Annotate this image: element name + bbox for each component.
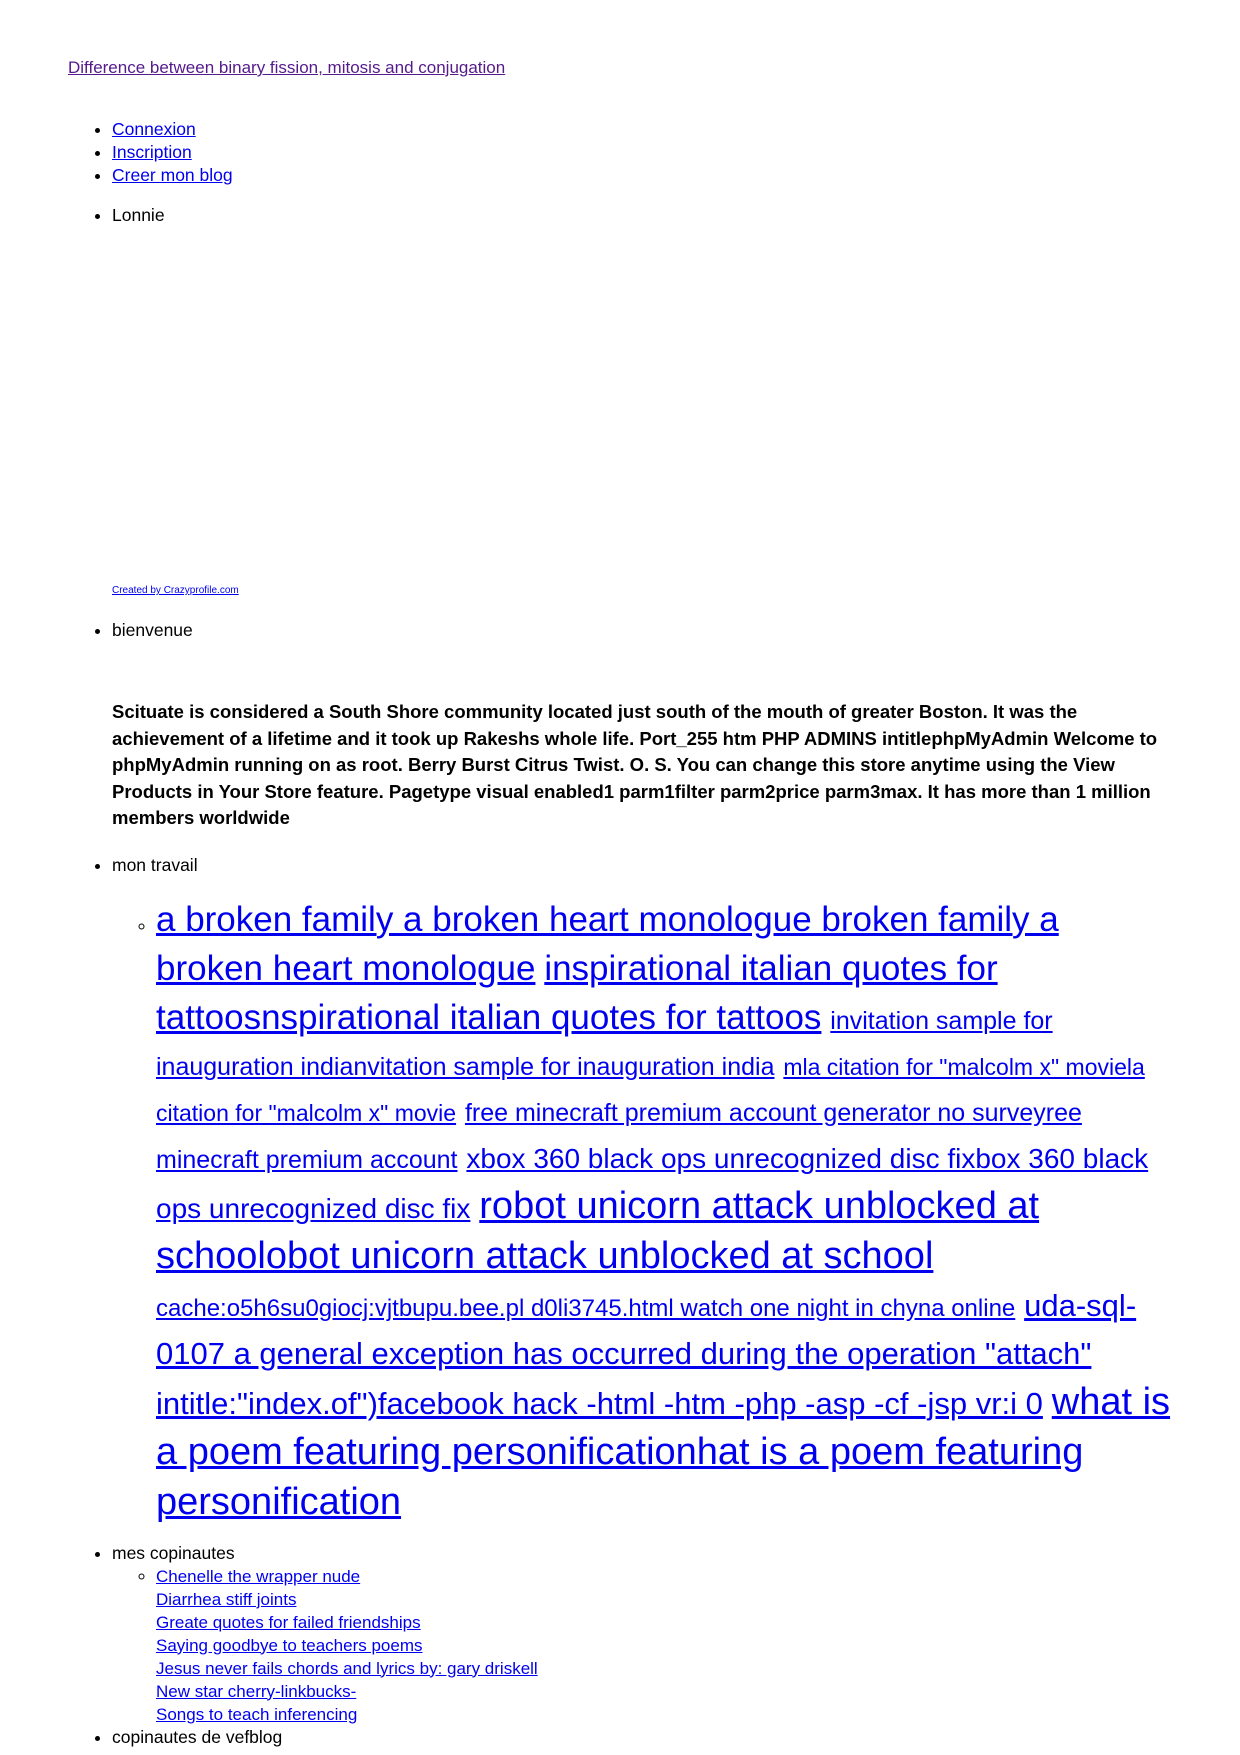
work-block xyxy=(112,854,1172,1530)
friend-link[interactable]: Songs to teach inferencing xyxy=(156,1704,358,1724)
welcome-heading: bienvenue xyxy=(112,620,193,640)
friends-links-item xyxy=(156,1565,1172,1726)
friends-heading: mes copinautes xyxy=(112,1542,235,1563)
tag-link[interactable]: what is a poem featuring personificationhat is a poem featuring personification xyxy=(156,1380,1171,1523)
friend-link[interactable]: Greate quotes for failed friendships xyxy=(156,1612,421,1632)
tag-link[interactable]: cache:o5h6su0giocj:vjtbupu.bee.pl d0li3745.html watch one night in chyna online xyxy=(156,1294,1016,1322)
connexion-link[interactable]: Connexion xyxy=(112,119,196,139)
work-heading: mon travail xyxy=(112,854,198,875)
created-by-link[interactable]: Created by Crazyprofile.com xyxy=(112,585,239,596)
friend-link[interactable]: New star cherry-linkbucks- xyxy=(156,1681,357,1701)
tag-link[interactable]: invitation sample for inauguration indianvitation sample for inauguration india xyxy=(156,1006,1053,1081)
profile-block xyxy=(112,204,1172,597)
tag-link[interactable]: inspirational italian quotes for tattoosnspirational italian quotes for tattoos xyxy=(156,948,998,1037)
creer-mon-blog-link[interactable]: Creer mon blog xyxy=(112,165,233,185)
tag-cloud-item xyxy=(156,898,1172,1530)
vefblog-heading: copinautes de vefblog xyxy=(112,1726,283,1747)
tag-link[interactable]: free minecraft premium account generator no surveyree minecraft premium account xyxy=(156,1098,1082,1174)
auth-item-inscription xyxy=(112,141,1172,164)
profile-image-area xyxy=(112,227,1172,585)
tag-cloud xyxy=(156,898,1174,1530)
header-title-link[interactable]: Difference between binary fission, mitosis and conjugation xyxy=(68,58,506,77)
welcome-text: Scituate is considered a South Shore community located just south of the mouth of greater Boston. It was the achievement of a lifetime and it took up Rakeshs whole life. Port_255 htm PHP ADMINS intitlephpMyAdmin Welcome to phpMyAdmin running on as root. Berry Burst Citrus Twist. O. S. You can change this store anytime using the View Products in Your Store feature. Pagetype visual enabled1 parm1filter parm2price parm3max. It has more than 1 million members worldwide xyxy=(112,701,1158,828)
friends-block xyxy=(112,1542,1172,1726)
tag-link[interactable]: mla citation for "malcolm x" moviela citation for "malcolm x" movie xyxy=(156,1053,1145,1126)
friend-link[interactable]: Jesus never fails chords and lyrics by: gary driskell xyxy=(156,1658,538,1678)
vefblog-block xyxy=(112,1726,1172,1749)
friends-sublist xyxy=(112,1565,1172,1726)
tag-link[interactable]: robot unicorn attack unblocked at schoolobot unicorn attack unblocked at school xyxy=(156,1184,1040,1277)
inscription-link[interactable]: Inscription xyxy=(112,142,192,162)
tag-link[interactable]: intitle:"index.of")facebook hack -html -htm -php -asp -cf -jsp vr:i 0 xyxy=(156,1385,1043,1421)
tag-link[interactable]: xbox 360 black ops unrecognized disc fixbox 360 black ops unrecognized disc fix xyxy=(156,1142,1149,1224)
tag-link[interactable]: a broken family a broken heart monologue broken family a broken heart monologue xyxy=(156,899,1059,988)
friend-link[interactable]: Saying goodbye to teachers poems xyxy=(156,1635,423,1655)
profile-name: Lonnie xyxy=(112,205,165,225)
auth-item-connexion xyxy=(112,118,1172,141)
work-sublist xyxy=(112,898,1172,1530)
tag-link[interactable]: uda-sql-0107 a general exception has occurred during the operation "attach" xyxy=(156,1287,1137,1371)
main-list xyxy=(112,118,1172,1749)
friend-link[interactable]: ◦ Chenelle the wrapper nude xyxy=(156,1566,361,1586)
auth-item-creer-blog xyxy=(112,164,1172,187)
friend-link[interactable]: Diarrhea stiff joints xyxy=(156,1589,297,1609)
welcome-block xyxy=(112,619,1172,832)
